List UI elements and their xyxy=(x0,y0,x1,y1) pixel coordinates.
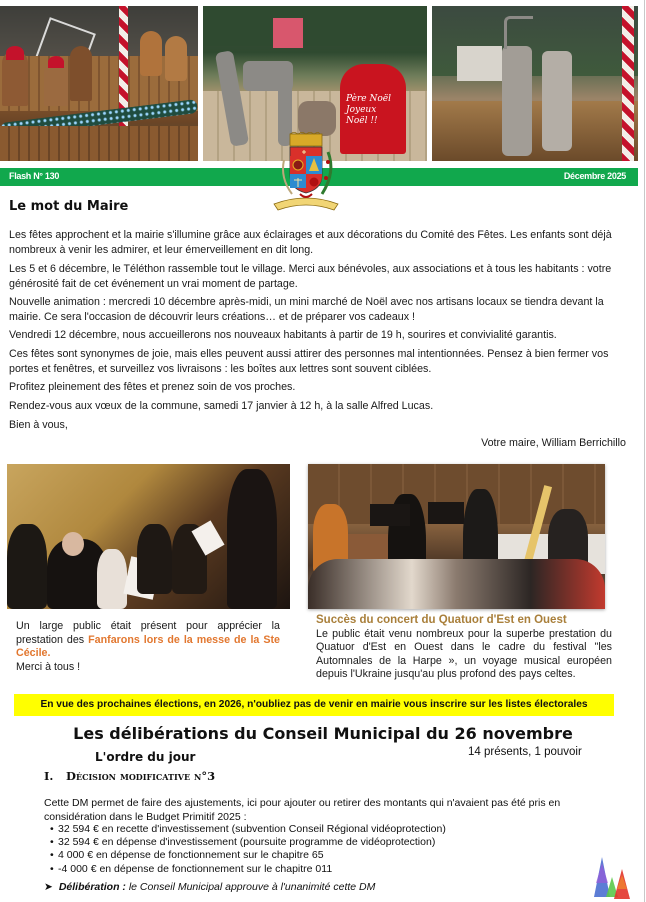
mayor-paragraph: Profitez pleinement des fêtes et prenez soin de vos proches. xyxy=(9,381,296,393)
caption-highlight: Fanfarons lors de la messe de la Ste Cécile. xyxy=(16,633,280,659)
mailbox-text-line: Joyeux xyxy=(346,105,377,115)
music-stand xyxy=(428,502,464,524)
hedge xyxy=(203,6,427,46)
mayor-paragraph: Bien à vous, xyxy=(9,419,68,431)
caption-thanks: Merci à tous ! xyxy=(16,660,81,673)
gnome-hat xyxy=(6,46,24,60)
mayor-paragraph: Nouvelle animation : mercredi 10 décembre après-midi, un mini marché de Noël avec nos artisans locaux se tiendra devant la mairie. Ce sera l'occasion de découvrir leurs créations… et de préparer vos cadeaux ! xyxy=(9,296,604,323)
gnome-figure xyxy=(70,46,92,101)
gingerbread-figure xyxy=(165,36,187,81)
musician-figure xyxy=(137,524,172,594)
agenda-item-title: Décision modificative n°3 xyxy=(66,769,216,783)
budget-line: • -4 000 € en dépense de fonctionnement sur le chapitre 011 xyxy=(50,863,446,876)
coat-of-arms-icon xyxy=(268,132,344,218)
mayor-paragraph: Les fêtes approchent et la mairie s'illumine grâce aux éclairages et aux décorations du Comité des Fêtes. Les enfants sont déjà nombreux à venir les admirer, et leur émerveillement en dit long. xyxy=(9,229,612,256)
elections-notice: En vue des prochaines élections, en 2026, n'oubliez pas de venir en mairie vous inscrire sur les listes électorales xyxy=(14,694,614,716)
mayor-paragraph: Les 5 et 6 décembre, le Téléthon rassemble tout le village. Merci aux bénévoles, aux associations et à tous les habitants : votre générosité fait de cet événement un vrai moment de partage. xyxy=(9,263,612,290)
music-stand xyxy=(370,504,410,526)
issue-date: Décembre 2025 xyxy=(563,171,626,181)
agenda-label: L'ordre du jour xyxy=(95,750,196,764)
mayor-signature: Votre maire, William Berrichillo xyxy=(481,437,626,449)
mayor-paragraph: Rendez-vous aux vœux de la commune, samedi 17 janvier à 12 h, à la salle Alfred Lucas. xyxy=(9,400,434,412)
audience xyxy=(308,559,605,609)
deliberation-text: le Conseil Municipal approuve à l'unanimité cette DM xyxy=(125,881,376,893)
musician-figure xyxy=(7,524,47,609)
council-title: Les délibérations du Conseil Municipal du 26 novembre xyxy=(73,724,573,743)
arrow-bullet-icon: ➤ xyxy=(44,881,53,893)
gingerbread-figure xyxy=(140,31,162,76)
page-edge xyxy=(644,0,645,902)
budget-line: • 32 594 € en recette d'investissement (subvention Conseil Régional vidéoprotection) xyxy=(50,823,446,836)
antlers xyxy=(504,16,533,49)
issue-number: Flash N° 130 xyxy=(9,171,60,181)
candy-cane-pole xyxy=(622,6,634,161)
santa-mailbox xyxy=(340,64,406,154)
header-photo-reindeer xyxy=(432,6,638,161)
budget-line: • 4 000 € en dépense de fonctionnement sur le chapitre 65 xyxy=(50,849,446,862)
wooden-crate xyxy=(0,126,198,161)
budget-line: • 32 594 € en dépense d'investissement (poursuite programme de vidéoprotection) xyxy=(50,836,446,849)
budget-lines-list xyxy=(50,823,446,876)
deliberation-result xyxy=(44,881,375,893)
mailbox-text-line: Noël !! xyxy=(346,116,378,126)
mailbox-label xyxy=(346,94,391,127)
musician-head xyxy=(62,532,84,556)
agenda-item-intro: Cette DM permet de faire des ajustements, ici pour ajouter ou retirer des montants qui n'avaient pas été pris en considération dans le Budget Primitif 2025 : xyxy=(44,797,561,823)
wooden-crate xyxy=(432,101,638,161)
attendance-count: 14 présents, 1 pouvoir xyxy=(468,746,582,758)
mayor-message-title: Le mot du Maire xyxy=(9,199,129,214)
mayor-paragraph: Vendredi 12 décembre, nous accueillerons nos nouveaux habitants à partir de 19 h, sourires et convivialité garantis. xyxy=(9,329,557,341)
wooden-reindeer xyxy=(542,51,572,151)
caption-text: Un large public était présent pour apprécier la prestation des xyxy=(16,620,280,646)
toy-sack xyxy=(298,101,336,136)
header-photo-gnomes xyxy=(0,6,198,161)
concert-text: Le public était venu nombreux pour la superbe prestation du Quatuor d'Est en Ouest dans le cadre du festival "les Automnales de la Harpe », un voyage musical européen depuis l'Ukraine jusqu'au plus profond des pays celtes. xyxy=(316,627,612,680)
brass-band-caption xyxy=(16,620,280,674)
agenda-item-number: I. xyxy=(44,769,54,783)
christmas-trees-icon xyxy=(588,855,636,901)
decorative-chalet xyxy=(457,46,502,81)
agenda-item-heading xyxy=(44,769,215,783)
deliberation-label: Délibération : xyxy=(58,881,126,893)
conductor-figure xyxy=(227,469,277,609)
brass-band-photo xyxy=(7,464,290,609)
wooden-reindeer xyxy=(502,46,532,156)
musician-figure xyxy=(97,549,127,609)
mailbox-text-line: Père Noël xyxy=(346,94,391,104)
quartet-concert-photo xyxy=(308,464,605,609)
concert-title: Succès du concert du Quatuor d'Est en Ouest xyxy=(316,614,567,626)
mayor-paragraph: Ces fêtes sont synonymes de joie, mais elles peuvent aussi attirer des personnes mal intentionnées. Pensez à bien fermer vos portes et fenêtres, et surveillez vos livraisons : les boîtes aux lettres sont souvent ciblées. xyxy=(9,348,609,375)
gnome-hat xyxy=(48,56,64,68)
concert-caption xyxy=(316,614,612,682)
birdhouse-mailbox xyxy=(273,18,303,48)
